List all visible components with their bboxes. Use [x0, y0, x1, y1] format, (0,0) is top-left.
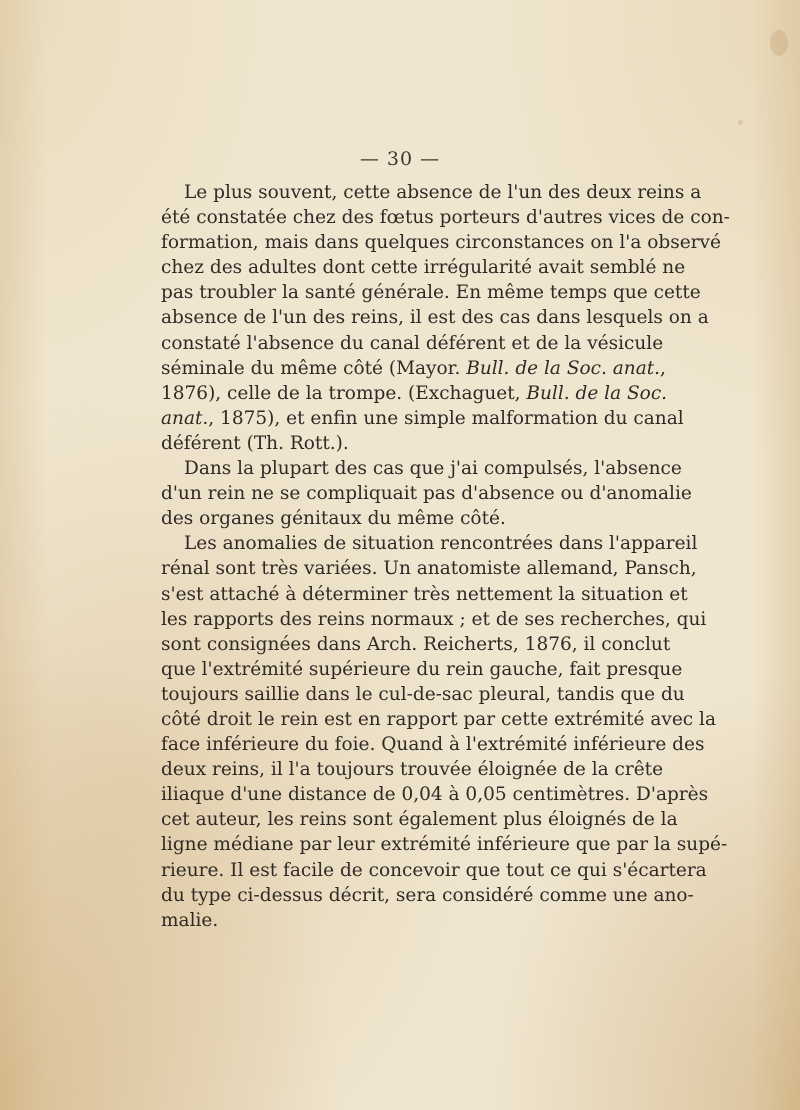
line-text: cet auteur, les reins sont également plus éloignés de la: [161, 809, 678, 831]
line-text: formation, mais dans quelques circonstances on l'a observé: [161, 232, 721, 254]
text-line: [161, 180, 702, 205]
line-text: ,: [660, 357, 666, 379]
line-text: rieure. Il est facile de concevoir que tout ce qui s'écartera: [161, 859, 707, 881]
citation-text: Bull. de la Soc. anat.: [466, 357, 661, 379]
line-text: déférent (Th. Rott.).: [161, 432, 349, 454]
text-line: [161, 356, 666, 381]
text-line: [161, 883, 694, 908]
text-line: [161, 782, 709, 807]
line-text: constaté l'absence du canal déférent et de la vésicule: [161, 332, 664, 354]
line-text: , 1875), et enfin une simple malformation du canal: [208, 407, 684, 429]
line-text: séminale du même côté (Mayor.: [161, 357, 467, 379]
page-number: — 30 —: [359, 148, 441, 170]
text-line: [161, 381, 668, 406]
text-line: [161, 657, 683, 682]
text-line: [161, 431, 641, 456]
line-text: malie.: [161, 909, 219, 931]
text-line: [161, 456, 682, 481]
text-line: [161, 858, 707, 883]
text-line: [161, 732, 705, 757]
text-line: [161, 406, 684, 431]
text-line: [161, 205, 730, 230]
text-line: [161, 481, 692, 506]
line-text: du type ci-dessus décrit, sera considéré comme une ano-: [161, 884, 694, 906]
text-line: [161, 832, 728, 857]
text-line: [161, 757, 664, 782]
line-text: les rapports des reins normaux ; et de ses recherches, qui: [161, 608, 707, 630]
text-line: [161, 582, 688, 607]
text-line: [161, 331, 664, 356]
text-line: [161, 230, 721, 255]
text-line: [161, 305, 709, 330]
line-text: Dans la plupart des cas que j'ai compulsés, l'absence: [184, 458, 682, 480]
line-text: Les anomalies de situation rencontrées dans l'appareil: [184, 533, 698, 555]
line-text: été constatée chez des fœtus porteurs d'autres vices de con-: [161, 207, 730, 229]
text-line: [161, 807, 678, 832]
citation-text: anat.: [161, 407, 209, 429]
paper-stain: [738, 120, 743, 125]
text-line: [161, 506, 641, 531]
line-text: que l'extrémité supérieure du rein gauche, fait presque: [161, 658, 683, 680]
body-text: [161, 180, 730, 933]
text-line: [161, 607, 707, 632]
text-line: [161, 531, 698, 556]
line-text: d'un rein ne se compliquait pas d'absence ou d'anomalie: [161, 483, 692, 505]
line-text: côté droit le rein est en rapport par cette extrémité avec la: [161, 708, 716, 730]
line-text: toujours saillie dans le cul-de-sac pleural, tandis que du: [161, 683, 685, 705]
line-text: chez des adultes dont cette irrégularité avait semblé ne: [161, 257, 686, 279]
citation-text: Bull. de la Soc.: [526, 382, 668, 404]
line-text: ligne médiane par leur extrémité inférieure que par la supé-: [161, 834, 728, 856]
line-text: face inférieure du foie. Quand à l'extrémité inférieure des: [161, 734, 705, 756]
line-text: absence de l'un des reins, il est des cas dans lesquels on a: [161, 307, 709, 329]
line-text: sont consignées dans Arch. Reicherts, 1876, il conclut: [161, 633, 671, 655]
text-line: [161, 556, 697, 581]
line-text: s'est attaché à déterminer très nettement la situation et: [161, 583, 688, 605]
text-line: [161, 682, 685, 707]
text-line: [161, 707, 716, 732]
line-text: iliaque d'une distance de 0,04 à 0,05 centimètres. D'après: [161, 784, 709, 806]
text-line: [161, 632, 671, 657]
text-line: [161, 908, 641, 933]
text-line: [161, 255, 686, 280]
line-text: deux reins, il l'a toujours trouvée éloignée de la crête: [161, 759, 664, 781]
line-text: pas troubler la santé générale. En même temps que cette: [161, 282, 701, 304]
paper-stain: [770, 30, 788, 56]
line-text: Le plus souvent, cette absence de l'un des deux reins a: [184, 182, 702, 203]
line-text: 1876), celle de la trompe. (Exchaguet,: [161, 382, 527, 404]
line-text: rénal sont très variées. Un anatomiste allemand, Pansch,: [161, 558, 697, 580]
text-line: [161, 280, 701, 305]
line-text: des organes génitaux du même côté.: [161, 508, 506, 530]
